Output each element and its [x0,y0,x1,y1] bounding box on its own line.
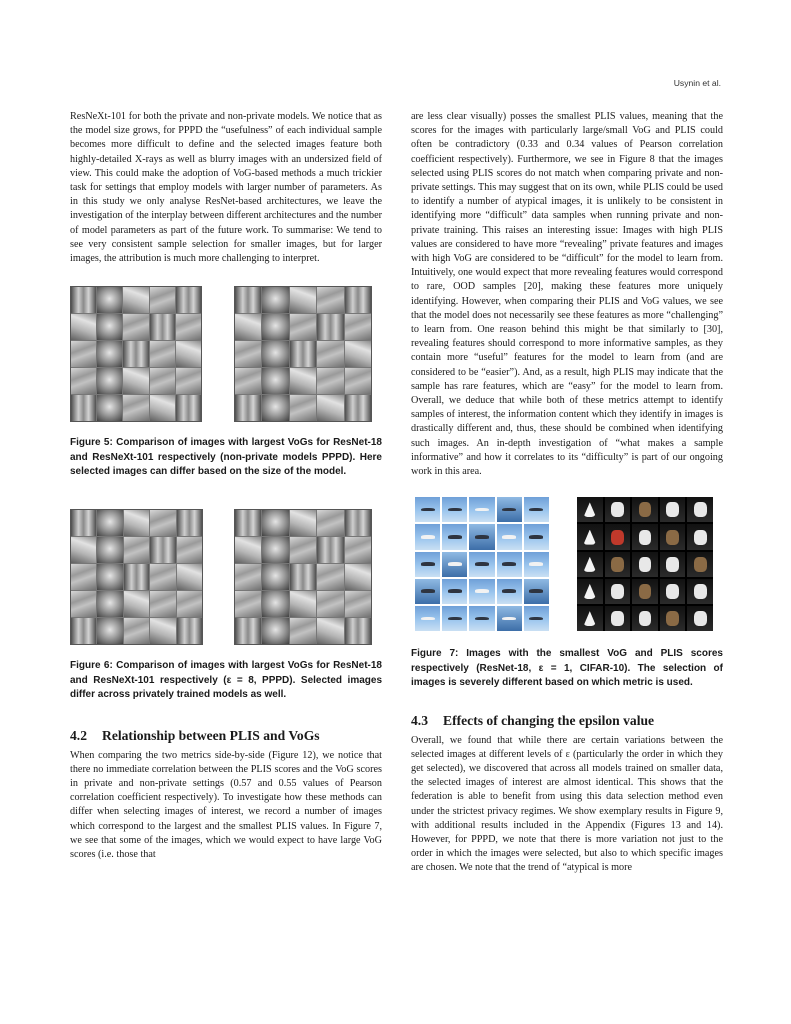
right-column [411,110,723,876]
figure6-resnext101-xray-grid [234,509,372,645]
section-4-3-number: 4.3 [411,712,428,728]
figure5-caption: Figure 5: Comparison of images with largest VoGs for ResNet-18 and ResNeXt-101 respectively (non-private models PPPD). Here selected images can differ based on the size of the model. [70,437,382,478]
figure7-smallest-vog-grid [415,497,549,631]
continued-paragraph: are less clear visually) posses the smallest PLIS values, meaning that the scores for the images with particularly large/small VoG and PLIS could often be contradictory (0.33 and 0.34 values of Pearson correlation coefficient respectively). Furthermore, we see in Figure 8 that the images selected using PLIS scores do not match when comparing private and non-private settings. This may suggest that on its own, while PLIS could be used to identify a number of atypical images, it is unlikely to be consistent in identifying more “difficult” data samples when running private and non-private training. This raises an interesting issue: Images with high PLIS values are considered to have more “revealing” private features and images with high VoG are considered to be “difficult” for the model to learn from. Intuitively, one would expect that more revealing features would correspond to rare, OOD samples [20], making these features more uniquely identifying. However, when comparing their PLIS and VoG values, we see that the model does not necessarily see these features as more “challenging” to learn from. One reason behind this might be that similarly to [30], revealing features should correspond to more informative samples, as they contain more “useful” features for the model to learn from (and are considered to be “easier”). And, as a result, high PLIS may indicate that the sample has rare features, which are “easy” for the model to learn from. Overall, we deduce that while both of these metrics attempt to identify samples of interest, the information content which they identify in images is drastically different and, thus, these should be combined when identifying such images. An in-depth investigation of “what makes a sample informative” and how it correlates to its “difficulty” is part of our ongoing work in this area. [411,111,723,478]
section-4-3-paragraph: Overall, we found that while there are certain variations between the selected images at different levels of ε (particularly the order in which they get selected), we discovered that across all models trained on smaller data, the selected images of interest are almost identical. This shows that the federation is able to benefit from using this data selection method even under the strictest privacy regimes. We show exemplary results in Figure 9, with additional results included in the Appendix (Figures 13 and 14). However, for PPPD, we note that there is more variation not just to the order in which the images were selected, but also to which specific images are chosen. We note that the trend of “atypical is more [411,734,723,874]
figure7-smallest-plis-grid [577,497,713,631]
running-head: Usynin et al. [673,78,721,88]
section-4-2-number: 4.2 [70,727,87,743]
intro-paragraph: ResNeXt-101 for both the private and non-private models. We notice that as the model size grows, for PPPD the “usefulness” of each individual sample becomes more difficult to define and the selected images feature both highly-detailed X-rays as well as blurry images with an undersized field of view. This could make the adoption of VoG-based methods a much trickier task for settings that employ models with larger number of parameters. As in this study we only analyse ResNet-based architectures, we leave the investigation of the interplay between different architectures and the number of model parameters as part of the future work. To summarise: We tend to see very consistent sample selection for smaller images, but for larger images, the attribution is much more challenging to interpret. [70,111,382,265]
section-4-3-title: Effects of changing the epsilon value [443,712,655,728]
section-4-2-heading [70,728,382,744]
section-4-2-paragraph: When comparing the two metrics side-by-side (Figure 12), we notice that there no immediate correlation between the PLIS scores and the VoG scores in private and non-private settings (0.57 and 0.55 values of Pearson correlation coefficient respectively). To investigate how these methods can differ when selecting images of interest, we record a number of images which correspond to the largest and the smallest PLIS values. In Figure 7, we see that some of the images, which we would expect to have large VoG scores (i.e. those that [70,749,382,861]
figure5-resnext101-xray-grid [234,286,372,422]
figure5-resnet18-xray-grid [70,286,202,422]
left-column [70,110,382,862]
figure6-resnet18-xray-grid [70,509,203,645]
figure7-images [411,497,723,631]
figure6-images [70,509,382,645]
figure6-caption: Figure 6: Comparison of images with largest VoGs for ResNet-18 and ResNeXt-101 respectively (ε = 8, PPPD). Selected images differ across privately trained models as well. [70,660,382,701]
section-4-3-heading [411,713,723,729]
section-4-2-title: Relationship between PLIS and VoGs [102,727,320,743]
figure7-caption: Figure 7: Images with the smallest VoG and PLIS scores respectively (ResNet-18, ε = 1, CIFAR-10). The selection of images is severely different based on which metric is used. [411,648,723,689]
figure5-images [70,286,382,422]
